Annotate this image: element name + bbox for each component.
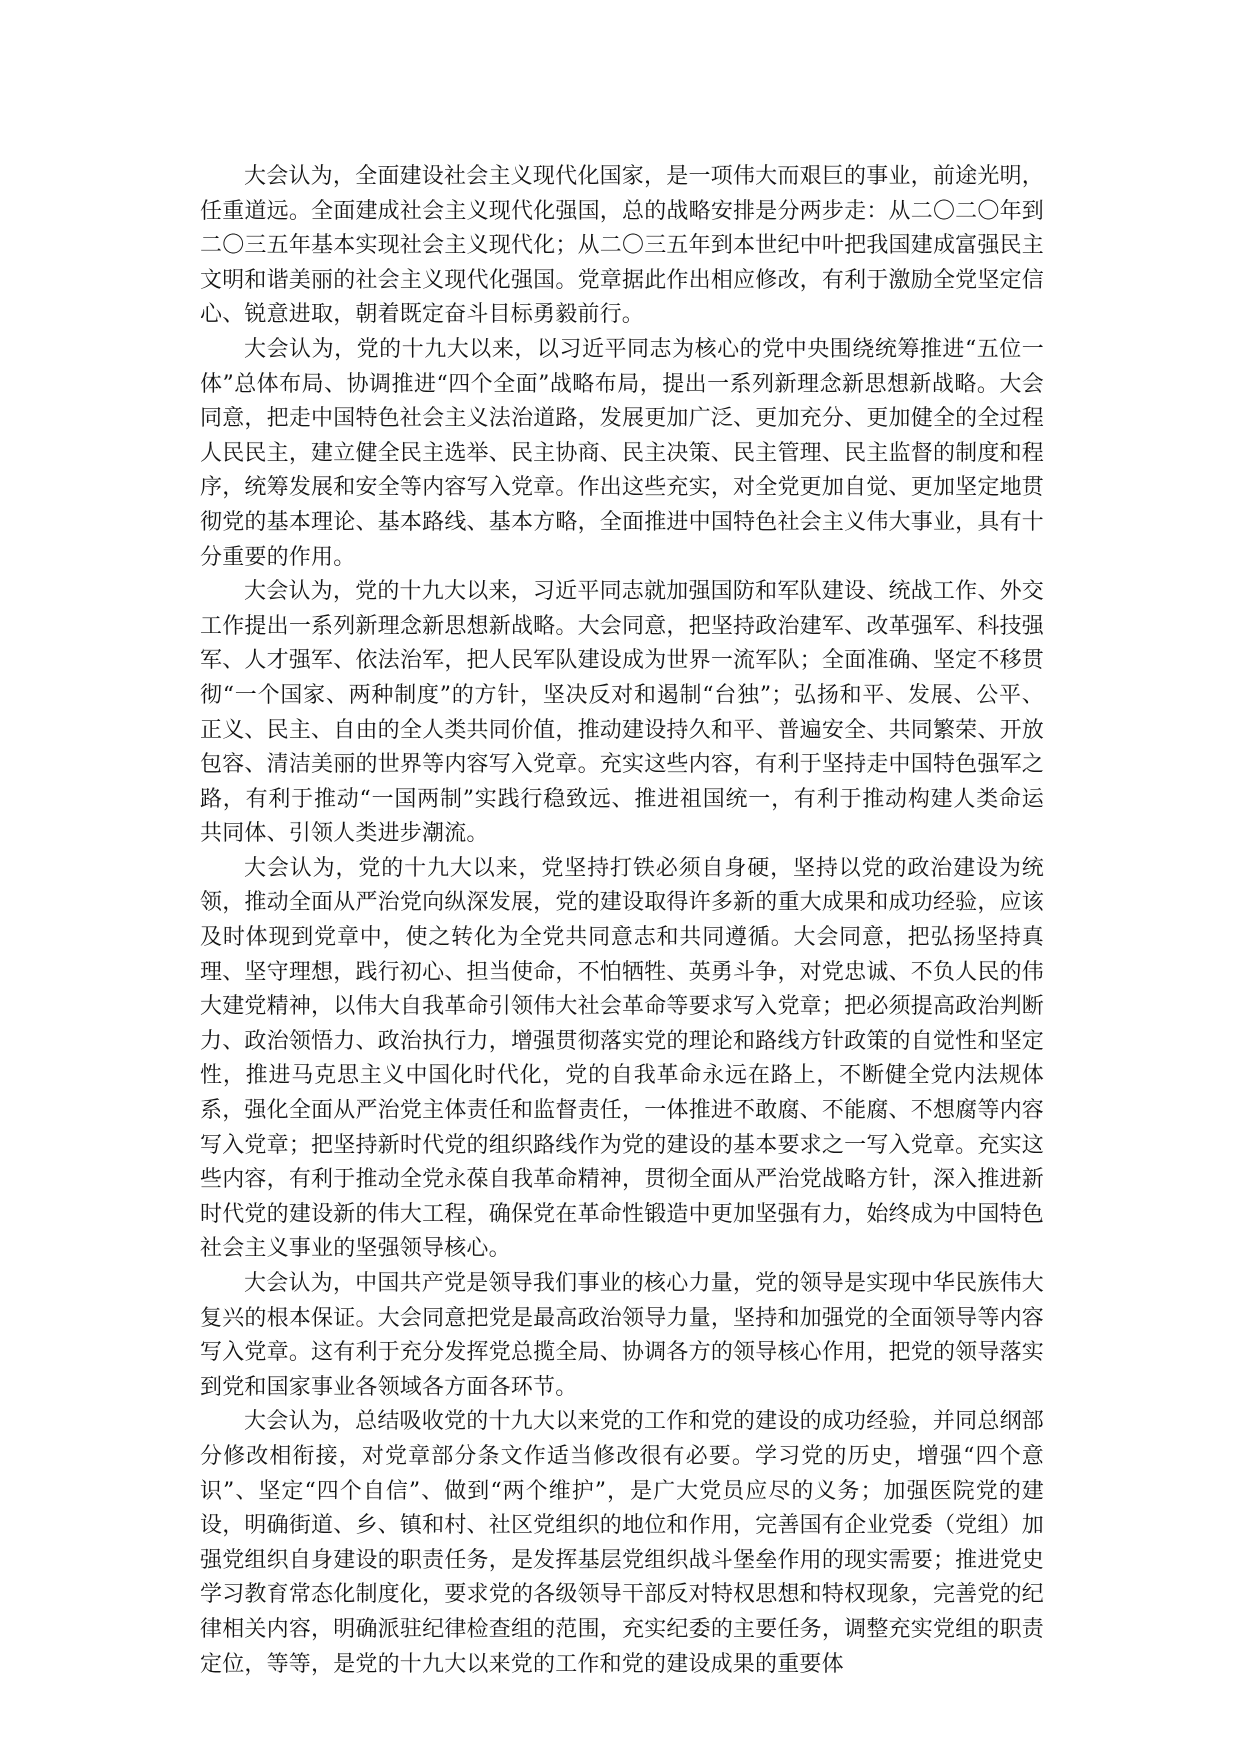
paragraph: 大会认为，党的十九大以来，以习近平同志为核心的党中央围绕统筹推进“五位一体”总体布局、协调推进“四个全面”战略布局，提出一系列新理念新思想新战略。大会同意，把走中国特色社会主义法治道路，发展更加广泛、更加充分、更加健全的全过程人民民主，建立健全民主选举、民主协商、民主决策、民主管理、民主监督的制度和程序，统筹发展和安全等内容写入党章。作出这些充实，对全党更加自觉、更加坚定地贯彻党的基本理论、基本路线、基本方略，全面推进中国特色社会主义伟大事业，具有十分重要的作用。 xyxy=(200,336,1044,570)
document-body xyxy=(200,160,1044,1682)
paragraph: 大会认为，中国共产党是领导我们事业的核心力量，党的领导是实现中华民族伟大复兴的根本保证。大会同意把党是最高政治领导力量，坚持和加强党的全面领导等内容写入党章。这有利于充分发挥党总揽全局、协调各方的领导核心作用，把党的领导落实到党和国家事业各领域各方面各环节。 xyxy=(200,1271,1044,1400)
paragraph: 大会认为，全面建设社会主义现代化国家，是一项伟大而艰巨的事业，前途光明，任重道远。全面建成社会主义现代化强国，总的战略安排是分两步走：从二〇二〇年到二〇三五年基本实现社会主义现代化；从二〇三五年到本世纪中叶把我国建成富强民主文明和谐美丽的社会主义现代化强国。党章据此作出相应修改，有利于激励全党坚定信心、锐意进取，朝着既定奋斗目标勇毅前行。 xyxy=(200,164,1044,328)
paragraph: 大会认为，党的十九大以来，党坚持打铁必须自身硬，坚持以党的政治建设为统领，推动全面从严治党向纵深发展，党的建设取得许多新的重大成果和成功经验，应该及时体现到党章中，使之转化为全党共同意志和共同遵循。大会同意，把弘扬坚持真理、坚守理想，践行初心、担当使命，不怕牺牲、英勇斗争，对党忠诚、不负人民的伟大建党精神，以伟大自我革命引领伟大社会革命等要求写入党章；把必须提高政治判断力、政治领悟力、政治执行力，增强贯彻落实党的理论和路线方针政策的自觉性和坚定性，推进马克思主义中国化时代化，党的自我革命永远在路上，不断健全党内法规体系，强化全面从严治党主体责任和监督责任，一体推进不敢腐、不能腐、不想腐等内容写入党章；把坚持新时代党的组织路线作为党的建设的基本要求之一写入党章。充实这些内容，有利于推动全党永葆自我革命精神，贯彻全面从严治党战略方针，深入推进新时代党的建设新的伟大工程，确保党在革命性锻造中更加坚强有力，始终成为中国特色社会主义事业的坚强领导核心。 xyxy=(200,855,1044,1262)
paragraph: 大会认为，总结吸收党的十九大以来党的工作和党的建设的成功经验，并同总纲部分修改相衔接，对党章部分条文作适当修改很有必要。学习党的历史，增强“四个意识”、坚定“四个自信”、做到“两个维护”，是广大党员应尽的义务；加强医院党的建设，明确街道、乡、镇和村、社区党组织的地位和作用，完善国有企业党委（党组）加强党组织自身建设的职责任务，是发挥基层党组织战斗堡垒作用的现实需要；推进党史学习教育常态化制度化，要求党的各级领导干部反对特权思想和特权现象，完善党的纪律相关内容，明确派驻纪律检查组的范围，充实纪委的主要任务，调整充实党组的职责定位，等等，是党的十九大以来党的工作和党的建设成果的重要体 xyxy=(200,1409,1044,1677)
paragraph: 大会认为，党的十九大以来，习近平同志就加强国防和军队建设、统战工作、外交工作提出一系列新理念新思想新战略。大会同意，把坚持政治建军、改革强军、科技强军、人才强军、依法治军，把人民军队建设成为世界一流军队；全面准确、坚定不移贯彻“一个国家、两种制度”的方针，坚决反对和遏制“台独”；弘扬和平、发展、公平、正义、民主、自由的全人类共同价值，推动建设持久和平、普遍安全、共同繁荣、开放包容、清洁美丽的世界等内容写入党章。充实这些内容，有利于坚持走中国特色强军之路，有利于推动“一国两制”实践行稳致远、推进祖国统一，有利于推动构建人类命运共同体、引领人类进步潮流。 xyxy=(200,579,1044,847)
